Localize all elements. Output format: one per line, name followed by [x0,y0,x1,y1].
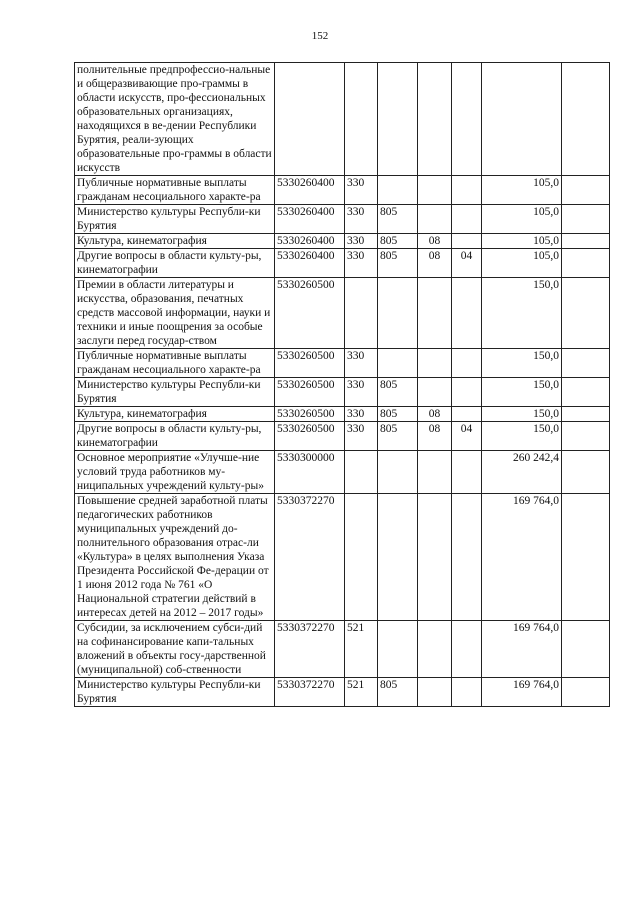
cell-expense-type: 521 [345,621,378,678]
cell-expense-type: 330 [345,205,378,234]
cell-admin: 805 [378,422,418,451]
cell-name: Министерство культуры Республи-ки Бурятия [75,205,275,234]
cell-admin: 805 [378,249,418,278]
cell-subsection [452,63,482,176]
table-body [75,63,610,707]
cell-admin [378,63,418,176]
cell-expense-type: 330 [345,349,378,378]
cell-code: 5330260400 [275,205,345,234]
cell-section [418,63,452,176]
cell-extra [562,378,610,407]
cell-amount: 260 242,4 [482,451,562,494]
table-row [75,63,610,176]
cell-amount: 169 764,0 [482,678,562,707]
cell-admin [378,494,418,621]
cell-extra [562,422,610,451]
cell-extra [562,63,610,176]
cell-code: 5330260500 [275,407,345,422]
cell-code [275,63,345,176]
cell-amount: 150,0 [482,407,562,422]
cell-subsection [452,234,482,249]
cell-extra [562,249,610,278]
cell-code: 5330372270 [275,621,345,678]
cell-code: 5330372270 [275,678,345,707]
cell-section [418,678,452,707]
cell-name: Публичные нормативные выплаты гражданам несоциального характе-ра [75,349,275,378]
cell-code: 5330260500 [275,378,345,407]
cell-section [418,176,452,205]
table-row [75,278,610,349]
cell-amount: 150,0 [482,378,562,407]
cell-amount: 105,0 [482,234,562,249]
cell-expense-type [345,451,378,494]
cell-amount: 150,0 [482,349,562,378]
cell-amount [482,63,562,176]
cell-expense-type: 330 [345,407,378,422]
cell-code: 5330260400 [275,249,345,278]
cell-extra [562,205,610,234]
cell-section [418,349,452,378]
cell-expense-type: 330 [345,249,378,278]
cell-extra [562,494,610,621]
cell-code: 5330260500 [275,278,345,349]
cell-section [418,378,452,407]
cell-amount: 105,0 [482,249,562,278]
cell-code: 5330300000 [275,451,345,494]
cell-code: 5330260400 [275,176,345,205]
cell-admin: 805 [378,234,418,249]
cell-extra [562,278,610,349]
table-row [75,205,610,234]
cell-extra [562,451,610,494]
cell-extra [562,349,610,378]
cell-section [418,451,452,494]
table-row [75,407,610,422]
cell-name: Другие вопросы в области культу-ры, кинематографии [75,249,275,278]
cell-admin [378,451,418,494]
cell-subsection [452,278,482,349]
cell-section: 08 [418,234,452,249]
cell-expense-type: 521 [345,678,378,707]
cell-subsection [452,205,482,234]
cell-subsection [452,349,482,378]
cell-section [418,494,452,621]
cell-extra [562,176,610,205]
cell-amount: 150,0 [482,278,562,349]
cell-section [418,205,452,234]
cell-amount: 169 764,0 [482,494,562,621]
cell-name: Основное мероприятие «Улучше-ние условий труда работников му-ниципальных учреждений культу-ры» [75,451,275,494]
cell-amount: 169 764,0 [482,621,562,678]
cell-extra [562,678,610,707]
table-row [75,176,610,205]
table-row [75,621,610,678]
table-row [75,494,610,621]
cell-admin [378,349,418,378]
cell-name: Повышение средней заработной платы педагогических работников муниципальных учреждений до-полнительного образования отрас-ли «Культура» в целях выполнения Указа Президента Российской Фе-дерации от 1 июня 2012 года № 761 «О Национальной стратегии действий в интересах детей на 2012 – 2017 годы» [75,494,275,621]
cell-subsection: 04 [452,422,482,451]
cell-amount: 105,0 [482,205,562,234]
cell-section: 08 [418,249,452,278]
cell-name: Культура, кинематография [75,407,275,422]
cell-expense-type [345,494,378,621]
cell-expense-type: 330 [345,378,378,407]
cell-name: полнительные предпрофессио-нальные и общеразвивающие про-граммы в области искусств, про-фессиональных образовательных организациях, находящихся в ве-дении Республики Бурятия, реали-зующих образовательные про-граммы в области искусств [75,63,275,176]
cell-name: Премии в области литературы и искусства, образования, печатных средств массовой информации, науки и техники и иные поощрения за особые заслуги перед государ-ством [75,278,275,349]
cell-name: Публичные нормативные выплаты гражданам несоциального характе-ра [75,176,275,205]
cell-name: Культура, кинематография [75,234,275,249]
cell-subsection [452,494,482,621]
table-row [75,422,610,451]
cell-subsection [452,378,482,407]
cell-subsection [452,451,482,494]
cell-admin [378,176,418,205]
budget-table [74,62,610,707]
cell-name: Другие вопросы в области культу-ры, кинематографии [75,422,275,451]
table-row [75,378,610,407]
cell-admin: 805 [378,205,418,234]
cell-section [418,278,452,349]
cell-section: 08 [418,422,452,451]
table-row [75,349,610,378]
cell-admin [378,278,418,349]
cell-section [418,621,452,678]
cell-code: 5330260400 [275,234,345,249]
cell-expense-type [345,278,378,349]
cell-amount: 150,0 [482,422,562,451]
cell-section: 08 [418,407,452,422]
cell-expense-type: 330 [345,422,378,451]
cell-admin: 805 [378,378,418,407]
cell-extra [562,407,610,422]
cell-admin [378,621,418,678]
cell-code: 5330260500 [275,349,345,378]
cell-subsection [452,621,482,678]
cell-subsection: 04 [452,249,482,278]
cell-extra [562,621,610,678]
table-row [75,234,610,249]
cell-name: Субсидии, за исключением субси-дий на софинансирование капи-тальных вложений в объекты госу-дарственной (муниципальной) соб-ственности [75,621,275,678]
cell-name: Министерство культуры Республи-ки Бурятия [75,378,275,407]
table-row [75,678,610,707]
cell-expense-type: 330 [345,234,378,249]
cell-admin: 805 [378,678,418,707]
cell-admin: 805 [378,407,418,422]
cell-amount: 105,0 [482,176,562,205]
table-row [75,249,610,278]
cell-code: 5330372270 [275,494,345,621]
cell-expense-type: 330 [345,176,378,205]
cell-subsection [452,176,482,205]
cell-extra [562,234,610,249]
cell-code: 5330260500 [275,422,345,451]
cell-expense-type [345,63,378,176]
page-number: 152 [311,30,329,42]
cell-name: Министерство культуры Республи-ки Бурятия [75,678,275,707]
table-row [75,451,610,494]
cell-subsection [452,407,482,422]
cell-subsection [452,678,482,707]
